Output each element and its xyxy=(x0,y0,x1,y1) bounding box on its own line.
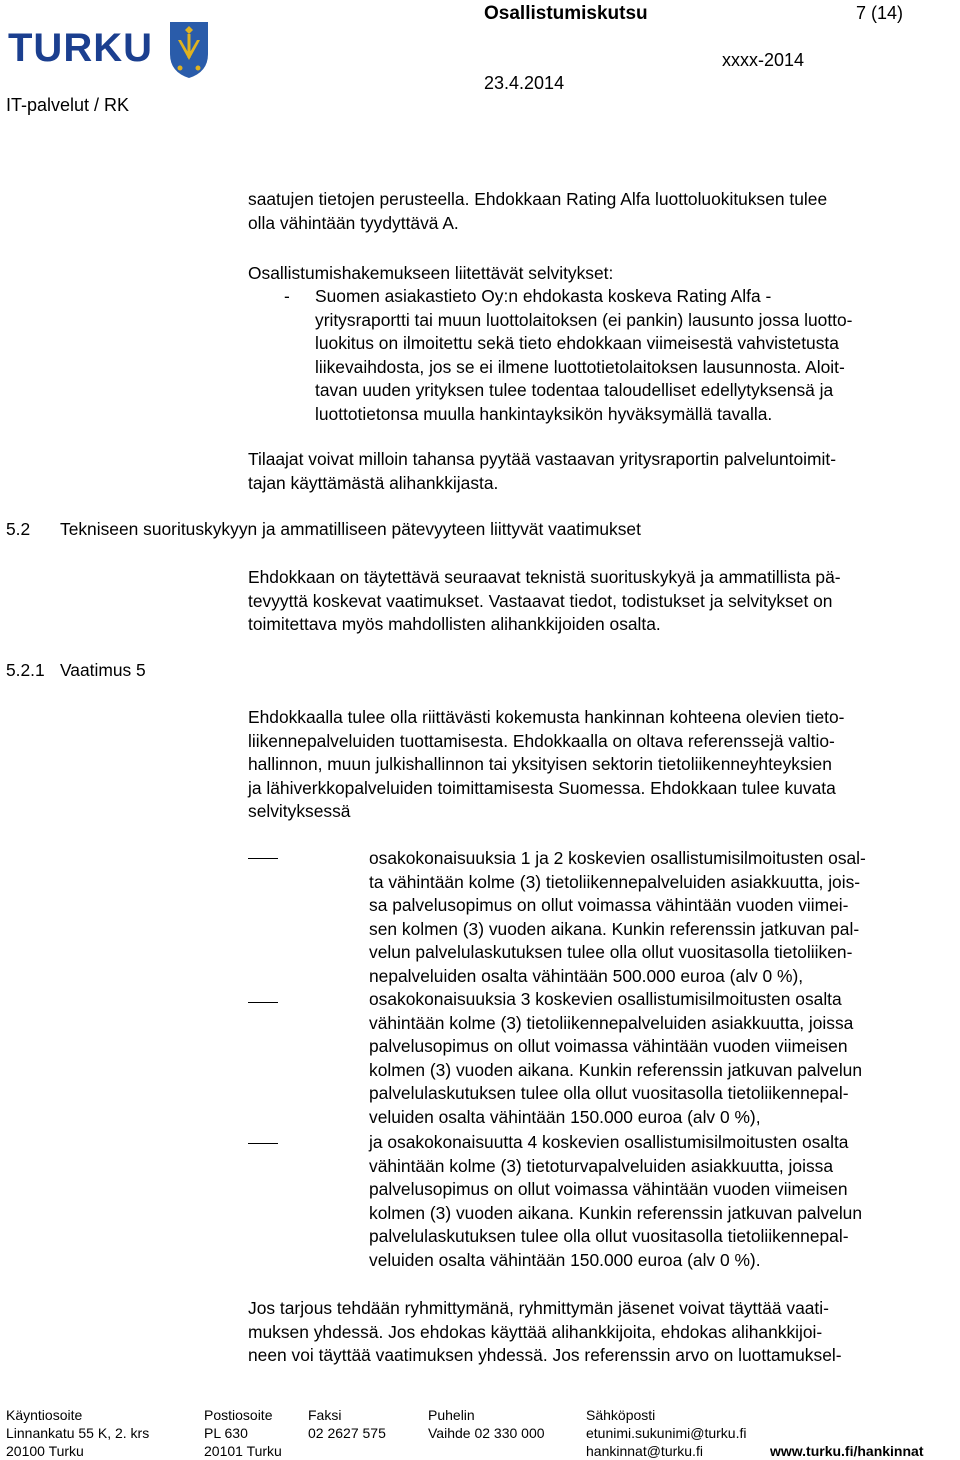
text-line: nepalveluiden osalta vähintään 500.000 euroa (alv 0 %), xyxy=(369,965,804,986)
footer-value: 02 2627 575 xyxy=(308,1425,386,1441)
tilaajat-paragraph xyxy=(248,448,836,495)
text-line: osakokonaisuuksia 1 ja 2 koskevien osallistumisilmoitusten osal- xyxy=(369,848,866,868)
text-line: toimitettava myös mahdollisten alihankkijoiden osalta. xyxy=(248,614,661,634)
closing-paragraph xyxy=(248,1297,842,1368)
turku-logo xyxy=(8,18,208,80)
footer xyxy=(0,1406,960,1460)
text-line: ja lähiverkkopalveluiden toimittamisesta Suomessa. Ehdokkaan tulee kuvata xyxy=(248,777,836,798)
text-line: ja osakokonaisuutta 4 koskevien osallistumisilmoitusten osalta xyxy=(369,1132,849,1152)
text-line: tavan uuden yrityksen tulee todentaa taloudelliset edellytyksensä ja xyxy=(315,380,834,400)
footer-value: PL 630 xyxy=(204,1425,248,1441)
list-dash xyxy=(248,1002,278,1003)
text-line: sa palvelusopimus on ollut voimassa vähintään vuoden viimei- xyxy=(369,895,849,915)
text-line: sen kolmen (3) vuoden aikana. Kunkin referenssin jatkuvan pal- xyxy=(369,918,860,939)
text-line: vähintään kolme (3) tietoliikennepalveluiden asiakkuutta, joissa xyxy=(369,1012,854,1033)
footer-value: 20101 Turku xyxy=(204,1443,282,1459)
section-intro xyxy=(248,566,841,637)
text-line: Suomen asiakastieto Oy:n ehdokasta koskeva Rating Alfa - xyxy=(315,286,772,306)
footer-value: Vaihde 02 330 000 xyxy=(428,1425,545,1441)
list-dash xyxy=(248,1143,278,1144)
attachments-heading xyxy=(248,262,613,286)
section-number: 5.2 xyxy=(6,519,31,539)
footer-label: Faksi xyxy=(308,1407,342,1423)
footer-email-value[interactable]: hankinnat@turku.fi xyxy=(586,1443,703,1459)
subsection-number: 5.2.1 xyxy=(6,660,45,680)
requirement-paragraph xyxy=(248,706,844,824)
footer-postal-address xyxy=(204,1406,282,1460)
text-line: vähintään kolme (3) tietoturvapalveluiden asiakkuutta, joissa xyxy=(369,1155,834,1176)
doc-date: 23.4.2014 xyxy=(484,73,565,93)
text-line: hallinnon, muun julkishallinnon tai yksityisen sektorin tietoliikenneyhteyksien xyxy=(248,754,832,774)
text-line: kolmen (3) vuoden aikana. Kunkin referenssin jatkuvan palvelun xyxy=(369,1202,863,1223)
footer-value: 20100 Turku xyxy=(6,1443,84,1459)
header xyxy=(0,0,960,130)
coat-of-arms-icon xyxy=(168,18,210,80)
footer-label: Postiosoite xyxy=(204,1407,273,1423)
text-line: palvelulaskutuksen tulee olla ollut vuositasolla tietoliikennepal- xyxy=(369,1226,849,1246)
text-line: kolmen (3) vuoden aikana. Kunkin referenssin jatkuvan palvelun xyxy=(369,1059,863,1080)
department: IT-palvelut / RK xyxy=(6,95,130,115)
text-line: palvelusopimus on ollut voimassa vähintään vuoden viimeisen xyxy=(369,1179,848,1199)
subsection-title: Vaatimus 5 xyxy=(60,660,146,680)
intro-paragraph xyxy=(248,188,827,235)
text-line: Ehdokkaalla tulee olla riittävästi kokemusta hankinnan kohteena olevien tieto- xyxy=(248,707,845,727)
text-line: selvityksessä xyxy=(248,801,351,821)
attachments-item xyxy=(315,285,852,426)
text-line: olla vähintään tyydyttävä A. xyxy=(248,212,459,233)
text-line: veluiden osalta vähintään 150.000 euroa (alv 0 %). xyxy=(369,1249,761,1270)
text-line: tevyyttä koskevat vaatimukset. Vastaavat tiedot, todistukset ja selvitykset on xyxy=(248,590,833,611)
doc-ref: xxxx-2014 xyxy=(722,50,805,70)
footer-email-value[interactable]: etunimi.sukunimi@turku.fi xyxy=(586,1425,747,1441)
attachments-bullet: - xyxy=(284,286,290,306)
page-number: 7 (14) xyxy=(856,3,904,23)
text-line: yritysraportti tai muun luottolaitoksen (ei pankin) lausunto jossa luotto- xyxy=(315,309,853,330)
footer-web-link[interactable]: www.turku.fi/hankinnat xyxy=(770,1443,924,1459)
footer-label: Käyntiosoite xyxy=(6,1407,83,1423)
text-line: Osallistumishakemukseen liitettävät selvitykset: xyxy=(248,263,614,283)
footer-value: Linnankatu 55 K, 2. krs xyxy=(6,1425,150,1441)
text-line: palvelulaskutuksen tulee olla ollut vuositasolla tietoliikennepal- xyxy=(369,1083,849,1103)
list-item xyxy=(369,1131,862,1272)
text-line: luottotietonsa muulla hankintayksikön hyväksymällä tavalla. xyxy=(315,403,773,424)
text-line: muksen yhdessä. Jos ehdokas käyttää alihankkijoita, ehdokas alihankkijoi- xyxy=(248,1321,823,1342)
text-line: palvelusopimus on ollut voimassa vähintään vuoden viimeisen xyxy=(369,1036,848,1056)
text-line: tajan käyttämästä alihankkijasta. xyxy=(248,472,499,493)
logo-wordmark: TURKU xyxy=(8,26,153,70)
text-line: liikevaihdosta, jos se ei ilmene luottotietolaitoksen lausunnosta. Aloit- xyxy=(315,356,845,377)
list-item xyxy=(369,847,866,988)
doc-title: Osallistumiskutsu xyxy=(484,3,648,24)
text-line: saatujen tietojen perusteella. Ehdokkaan Rating Alfa luottoluokituksen tulee xyxy=(248,189,828,209)
footer-visit-address xyxy=(6,1406,149,1460)
footer-fax xyxy=(308,1406,386,1442)
section-title: Tekniseen suorituskykyyn ja ammatilliseen pätevyyteen liittyvät vaatimukset xyxy=(60,519,641,539)
footer-email xyxy=(586,1406,747,1460)
text-line: veluiden osalta vähintään 150.000 euroa (alv 0 %), xyxy=(369,1106,761,1127)
text-line: velun palvelulaskutuksen tulee olla ollut vuositasolla tietoliiken- xyxy=(369,942,853,962)
text-line: osakokonaisuuksia 3 koskevien osallistumisilmoitusten osalta xyxy=(369,989,842,1009)
text-line: Jos tarjous tehdään ryhmittymänä, ryhmittymän jäsenet voivat täyttää vaati- xyxy=(248,1298,829,1318)
text-line: luokitus on ilmoitettu sekä tieto ehdokkaan viimeisestä vahvistetusta xyxy=(315,333,839,353)
footer-phone xyxy=(428,1406,545,1442)
text-line: liikennepalveluiden tuottamisesta. Ehdokkaalla on oltava referenssejä valtio- xyxy=(248,730,835,751)
text-line: Ehdokkaan on täytettävä seuraavat teknistä suorituskykyä ja ammatillista pä- xyxy=(248,567,841,587)
text-line: Tilaajat voivat milloin tahansa pyytää vastaavan yritysraportin palveluntoimit- xyxy=(248,449,837,469)
text-line: neen voi täyttää vaatimuksen yhdessä. Jos referenssin arvo on luottamuksel- xyxy=(248,1345,842,1365)
text-line: ta vähintään kolme (3) tietoliikennepalveluiden asiakkuutta, jois- xyxy=(369,871,861,892)
footer-label: Puhelin xyxy=(428,1407,475,1423)
list-dash xyxy=(248,858,278,859)
list-item xyxy=(369,988,862,1129)
footer-label: Sähköposti xyxy=(586,1407,656,1423)
